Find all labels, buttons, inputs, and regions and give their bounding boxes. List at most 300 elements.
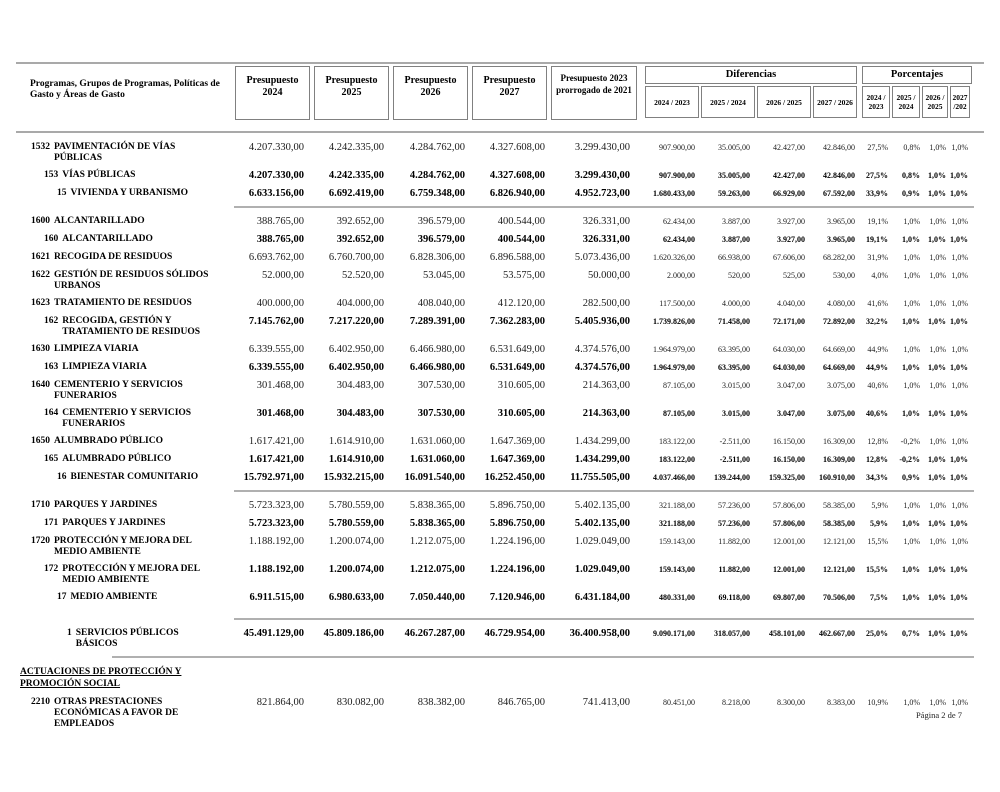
pct-2027-2026: 1,0% [951,698,968,707]
pct-2024-2023: 40,6% [866,409,888,418]
value-2023-prorrogado: 3.299.430,00 [574,142,630,153]
value-2027: 4.327.608,00 [489,142,545,153]
budget-column-header: Presupuesto 2023 prorrogado de 2021 [551,66,637,120]
diff-2026-2025: 16.150,00 [773,437,805,446]
diff-2024-2023: 480.331,00 [659,593,695,602]
pct-2026-2025: 1,0% [929,537,946,546]
diff-2026-2025: 458.101,00 [769,629,805,638]
value-2023-prorrogado: 1.029.049,00 [574,564,630,575]
value-2023-prorrogado: 1.434.299,00 [574,454,630,465]
value-2026: 1.212.075,00 [409,564,465,575]
program-code: 16 [57,472,67,482]
value-2027: 46.729.954,00 [484,628,545,639]
pct-2024-2023: 15,5% [867,537,888,546]
budget-column-header: Presupuesto 2025 [314,66,389,120]
row-label [16,472,228,483]
table-row [16,472,984,484]
pct-2027-2026: 1,0% [950,565,968,574]
value-2025: 404.000,00 [336,298,384,309]
pct-2024-2023: 4,0% [871,271,888,280]
pct-2024-2023: 27,5% [866,171,888,180]
value-2026: 5.838.365,00 [409,518,465,529]
diff-2025-2024: 66.938,00 [718,253,750,262]
row-label [16,170,228,181]
program-name: ALUMBRADO PÚBLICO [62,454,172,464]
value-2023-prorrogado: 741.413,00 [582,697,630,708]
value-2025: 830.082,00 [336,697,384,708]
pct-2027-2026: 1,0% [951,217,968,226]
value-2025: 1.614.910,00 [328,436,384,447]
diff-2025-2024: 3.887,00 [722,217,750,226]
program-code: 165 [44,454,59,464]
table-row [16,628,984,650]
table-header [16,64,984,128]
row-label [16,408,228,430]
value-2027: 310.605,00 [497,380,545,391]
value-2027: 5.896.750,00 [489,500,545,511]
value-2027: 1.647.369,00 [489,454,545,465]
porcentajes-column-header: 2025 / 2024 [892,86,920,118]
table-body [16,142,984,730]
diff-2024-2023: 321.188,00 [659,519,695,528]
pct-2026-2025: 1,0% [928,629,946,638]
program-code: 1621 [31,252,50,262]
value-2023-prorrogado: 4.952.723,00 [574,188,630,199]
diff-2027-2026: 16.309,00 [823,455,855,464]
diff-2026-2025: 72.171,00 [773,317,805,326]
diff-2025-2024: 8.218,00 [722,698,750,707]
porcentajes-column-header: 2024 / 2023 [862,86,890,118]
program-code: 162 [44,316,59,326]
pct-2025-2024: 1,0% [903,698,920,707]
diff-2026-2025: 16.150,00 [773,455,805,464]
pct-2024-2023: 15,5% [866,565,888,574]
diff-2024-2023: 62.434,00 [663,217,695,226]
value-2025: 5.780.559,00 [328,518,384,529]
diff-2025-2024: 69.118,00 [718,593,750,602]
pct-2026-2025: 1,0% [928,473,946,482]
value-2024: 1.617.421,00 [248,454,304,465]
section-divider [234,490,974,492]
programs-column-header: Programas, Grupos de Programas, Políticas de Gasto y Áreas de Gasto [30,79,220,100]
value-2027: 6.826.940,00 [489,188,545,199]
pct-2025-2024: 0,9% [902,189,920,198]
program-code: 164 [44,408,59,418]
pct-2026-2025: 1,0% [928,235,946,244]
diff-2025-2024: 3.015,00 [722,381,750,390]
value-2024: 1.617.421,00 [248,436,304,447]
value-2024: 1.188.192,00 [248,536,304,547]
value-2027: 7.362.283,00 [489,316,545,327]
table-row [16,536,984,558]
row-label [16,500,228,511]
value-2024: 6.693.762,00 [248,252,304,263]
value-2027: 53.575,00 [503,270,545,281]
diff-2027-2026: 58.385,00 [823,519,855,528]
value-2024: 6.339.555,00 [248,344,304,355]
row-label [16,454,228,465]
pct-2025-2024: 0,9% [902,473,920,482]
diff-2026-2025: 3.927,00 [777,235,805,244]
diff-2025-2024: 35.005,00 [718,171,750,180]
pct-2025-2024: 1,0% [902,363,920,372]
diff-2024-2023: 1.964.979,00 [653,345,695,354]
value-2024: 400.000,00 [256,298,304,309]
diff-2027-2026: 64.669,00 [823,345,855,354]
value-2024: 5.723.323,00 [248,518,304,529]
diff-2025-2024: 4.000,00 [722,299,750,308]
value-2026: 4.284.762,00 [409,170,465,181]
program-code: 1623 [31,298,50,308]
pct-2027-2026: 1,0% [950,189,968,198]
diff-2025-2024: 71.458,00 [718,317,750,326]
value-2025: 1.200.074,00 [328,564,384,575]
value-2026: 6.828.306,00 [409,252,465,263]
diff-2025-2024: 63.395,00 [718,345,750,354]
program-code: 1622 [31,270,50,280]
table-row [16,142,984,164]
diff-2027-2026: 12.121,00 [823,537,855,546]
pct-2024-2023: 5,9% [871,501,888,510]
diff-2026-2025: 159.325,00 [769,473,805,482]
diff-2027-2026: 42.846,00 [823,143,855,152]
value-2024: 4.207.330,00 [248,142,304,153]
pct-2026-2025: 1,0% [928,171,946,180]
pct-2026-2025: 1,0% [928,519,946,528]
program-code: 1600 [31,216,50,226]
diff-2025-2024: -2.511,00 [719,455,750,464]
diff-2026-2025: 57.806,00 [773,519,805,528]
value-2027: 310.605,00 [497,408,545,419]
program-code: 160 [44,234,59,244]
pct-2025-2024: -0,2% [900,437,920,446]
program-name: OTRAS PRESTACIONES ECONÓMICAS A FAVOR DE EMPLEADOS [54,697,179,729]
pct-2027-2026: 1,0% [950,629,968,638]
diff-2024-2023: 87.105,00 [663,409,695,418]
value-2027: 400.544,00 [497,216,545,227]
value-2023-prorrogado: 1.434.299,00 [574,436,630,447]
diff-2027-2026: 4.080,00 [827,299,855,308]
pct-2025-2024: 1,0% [903,345,920,354]
value-2027: 5.896.750,00 [489,518,545,529]
pct-2027-2026: 1,0% [950,363,968,372]
program-name: ALCANTARILLADO [54,216,145,226]
pct-2024-2023: 32,2% [866,317,888,326]
pct-2024-2023: 27,5% [867,143,888,152]
value-2023-prorrogado: 1.029.049,00 [574,536,630,547]
program-name: CEMENTERIO Y SERVICIOS FUNERARIOS [54,380,183,401]
row-gap [16,610,984,616]
diff-2024-2023: 80.451,00 [663,698,695,707]
diff-2027-2026: 8.383,00 [827,698,855,707]
table-row [16,518,984,530]
pct-2025-2024: 0,7% [902,629,920,638]
diff-2024-2023: 9.090.171,00 [653,629,695,638]
diff-2024-2023: 183.122,00 [659,437,695,446]
pct-2027-2026: 1,0% [951,537,968,546]
value-2024: 4.207.330,00 [248,170,304,181]
pct-2027-2026: 1,0% [951,437,968,446]
row-label [16,628,228,650]
program-name: SERVICIOS PÚBLICOS BÁSICOS [75,628,179,649]
program-name: VÍAS PÚBLICAS [62,170,136,180]
diff-2024-2023: 1.620.326,00 [653,253,695,262]
diff-2024-2023: 321.188,00 [659,501,695,510]
diff-2026-2025: 64.030,00 [773,345,805,354]
value-2026: 307.530,00 [417,408,465,419]
diff-2025-2024: 3.887,00 [722,235,750,244]
diferencias-column-header: 2027 / 2026 [813,86,857,118]
row-label [16,298,228,309]
pct-2024-2023: 12,8% [866,455,888,464]
diff-2027-2026: 3.075,00 [827,409,855,418]
value-2027: 6.531.649,00 [489,344,545,355]
pct-2027-2026: 1,0% [950,519,968,528]
value-2023-prorrogado: 3.299.430,00 [574,170,630,181]
value-2027: 1.224.196,00 [489,564,545,575]
table-row [16,216,984,228]
program-name: PAVIMENTACIÓN DE VÍAS PÚBLICAS [54,142,176,163]
diff-2026-2025: 8.300,00 [777,698,805,707]
diff-2024-2023: 1.680.433,00 [653,189,695,198]
program-code: 2210 [31,697,50,707]
value-2025: 392.652,00 [336,216,384,227]
diff-2024-2023: 117.500,00 [659,299,695,308]
pct-2025-2024: 1,0% [902,317,920,326]
pct-2025-2024: 1,0% [903,271,920,280]
program-name: ALCANTARILLADO [62,234,153,244]
budget-column-header: Presupuesto 2026 [393,66,468,120]
diff-2025-2024: 11.882,00 [718,537,750,546]
value-2026: 5.838.365,00 [409,500,465,511]
pct-2025-2024: 1,0% [902,235,920,244]
value-2024: 388.765,00 [256,234,304,245]
pct-2025-2024: 1,0% [902,593,920,602]
diff-2025-2024: 63.395,00 [718,363,750,372]
row-label [16,216,228,227]
value-2025: 1.200.074,00 [328,536,384,547]
value-2023-prorrogado: 5.405.936,00 [574,316,630,327]
value-2023-prorrogado: 11.755.505,00 [570,472,630,483]
program-name: BIENESTAR COMUNITARIO [70,472,199,482]
program-code: 1720 [31,536,50,546]
pct-2026-2025: 1,0% [928,363,946,372]
value-2024: 15.792.971,00 [243,472,304,483]
program-code: 17 [57,592,67,602]
program-name: VIVIENDA Y URBANISMO [70,188,189,198]
diff-2025-2024: 318.057,00 [714,629,750,638]
pct-2025-2024: 0,8% [902,171,920,180]
program-name: PROTECCIÓN Y MEJORA DEL MEDIO AMBIENTE [62,564,200,585]
pct-2027-2026: 1,0% [951,253,968,262]
value-2024: 1.188.192,00 [248,564,304,575]
row-label [16,316,228,338]
pct-2024-2023: 19,1% [866,235,888,244]
row-label [16,564,228,586]
value-2024: 52.000,00 [262,270,304,281]
row-label [16,142,228,164]
pct-2024-2023: 31,9% [867,253,888,262]
pct-2025-2024: 1,0% [903,299,920,308]
diff-2025-2024: -2.511,00 [719,437,750,446]
pct-2024-2023: 5,9% [870,519,888,528]
value-2024: 301.468,00 [256,380,304,391]
diff-2024-2023: 183.122,00 [659,455,695,464]
diff-2025-2024: 57.236,00 [718,519,750,528]
diff-2027-2026: 3.075,00 [827,381,855,390]
pct-2024-2023: 25,0% [866,629,888,638]
pct-2026-2025: 1,0% [929,437,946,446]
value-2026: 307.530,00 [417,380,465,391]
diferencias-column-header: 2026 / 2025 [757,86,811,118]
value-2026: 6.759.348,00 [409,188,465,199]
pct-2025-2024: 1,0% [903,381,920,390]
diff-2024-2023: 2.000,00 [667,271,695,280]
pct-2025-2024: 1,0% [902,519,920,528]
value-2024: 6.633.156,00 [248,188,304,199]
porcentajes-column-header: 2026 / 2025 [922,86,948,118]
row-label [16,270,228,292]
pct-2027-2026: 1,0% [950,409,968,418]
diff-2024-2023: 1.964.979,00 [653,363,695,372]
diff-2025-2024: 11.882,00 [718,565,750,574]
diferencias-subheaders [645,86,857,118]
program-code: 163 [44,362,59,372]
table-row [16,170,984,182]
table-row [16,454,984,466]
porcentajes-subheaders [862,86,972,118]
program-code: 171 [44,518,59,528]
pct-2024-2023: 34,3% [866,473,888,482]
value-2025: 7.217.220,00 [328,316,384,327]
section-heading-text: ACTUACIONES DE PROTECCIÓN Y PROMOCIÓN SOCIAL [20,667,182,689]
diff-2027-2026: 3.965,00 [827,217,855,226]
table-row [16,298,984,310]
pct-2027-2026: 1,0% [951,271,968,280]
row-label [16,252,228,263]
diff-2027-2026: 160.910,00 [819,473,855,482]
diff-2024-2023: 159.143,00 [659,565,695,574]
program-code: 1710 [31,500,50,510]
value-2023-prorrogado: 214.363,00 [582,408,630,419]
diff-2027-2026: 462.667,00 [819,629,855,638]
pct-2026-2025: 1,0% [928,409,946,418]
pct-2026-2025: 1,0% [929,501,946,510]
value-2027: 6.896.588,00 [489,252,545,263]
value-2025: 6.692.419,00 [328,188,384,199]
pct-2026-2025: 1,0% [929,271,946,280]
value-2026: 408.040,00 [417,298,465,309]
pct-2025-2024: -0,2% [899,455,920,464]
section-divider [112,656,974,658]
value-2023-prorrogado: 282.500,00 [582,298,630,309]
pct-2026-2025: 1,0% [928,593,946,602]
pct-2027-2026: 1,0% [950,473,968,482]
budget-column-headers [235,66,637,120]
program-code: 172 [44,564,59,574]
diff-2027-2026: 58.385,00 [823,501,855,510]
program-code: 1630 [31,344,50,354]
value-2023-prorrogado: 4.374.576,00 [574,362,630,373]
pct-2024-2023: 40,6% [867,381,888,390]
diff-2024-2023: 1.739.826,00 [653,317,695,326]
value-2026: 7.050.440,00 [409,592,465,603]
diff-2027-2026: 64.669,00 [823,363,855,372]
program-code: 1640 [31,380,50,390]
value-2027: 400.544,00 [497,234,545,245]
row-label [16,536,228,558]
section-divider [234,618,974,620]
table-row [16,344,984,356]
value-2026: 396.579,00 [417,234,465,245]
value-2024: 821.864,00 [256,697,304,708]
value-2023-prorrogado: 326.331,00 [582,234,630,245]
value-2025: 6.402.950,00 [328,362,384,373]
pct-2027-2026: 1,0% [951,299,968,308]
value-2023-prorrogado: 4.374.576,00 [574,344,630,355]
value-2023-prorrogado: 36.400.958,00 [569,628,630,639]
diferencias-column-header: 2025 / 2024 [701,86,755,118]
program-name: LIMPIEZA VIARIA [54,344,139,354]
diff-2026-2025: 66.929,00 [773,189,805,198]
row-label [16,697,228,730]
program-name: PROTECCIÓN Y MEJORA DEL MEDIO AMBIENTE [54,536,192,557]
pct-2027-2026: 1,0% [951,501,968,510]
value-2025: 45.809.186,00 [323,628,384,639]
diff-2026-2025: 67.606,00 [773,253,805,262]
program-name: LIMPIEZA VIARIA [62,362,147,372]
program-name: CEMENTERIO Y SERVICIOS FUNERARIOS [62,408,192,429]
row-label [16,380,228,402]
value-2024: 5.723.323,00 [248,500,304,511]
pct-2027-2026: 1,0% [950,455,968,464]
program-name: PARQUES Y JARDINES [54,500,158,510]
table-row [16,252,984,264]
value-2023-prorrogado: 6.431.184,00 [574,592,630,603]
table-row [16,500,984,512]
value-2027: 7.120.946,00 [489,592,545,603]
row-label [16,234,228,245]
pct-2027-2026: 1,0% [950,593,968,602]
pct-2025-2024: 1,0% [903,217,920,226]
value-2025: 1.614.910,00 [328,454,384,465]
diff-2025-2024: 35.005,00 [718,143,750,152]
value-2025: 5.780.559,00 [328,500,384,511]
row-label [16,188,228,199]
diff-2024-2023: 907.900,00 [659,171,695,180]
value-2027: 846.765,00 [497,697,545,708]
table-row [16,592,984,604]
value-2023-prorrogado: 5.073.436,00 [574,252,630,263]
pct-2025-2024: 1,0% [903,537,920,546]
budget-column-header: Presupuesto 2024 [235,66,310,120]
diff-2024-2023: 4.037.466,00 [653,473,695,482]
pct-2025-2024: 1,0% [903,501,920,510]
value-2025: 6.402.950,00 [328,344,384,355]
table-row [16,436,984,448]
value-2024: 6.911.515,00 [249,592,304,603]
program-code: 1532 [31,142,50,152]
pct-2026-2025: 1,0% [928,189,946,198]
pct-2026-2025: 1,0% [928,317,946,326]
program-code: 1650 [31,436,50,446]
pct-2027-2026: 1,0% [951,345,968,354]
value-2024: 45.491.129,00 [243,628,304,639]
value-2026: 396.579,00 [417,216,465,227]
table-row [16,316,984,338]
pct-2027-2026: 1,0% [950,171,968,180]
value-2026: 46.267.287,00 [404,628,465,639]
